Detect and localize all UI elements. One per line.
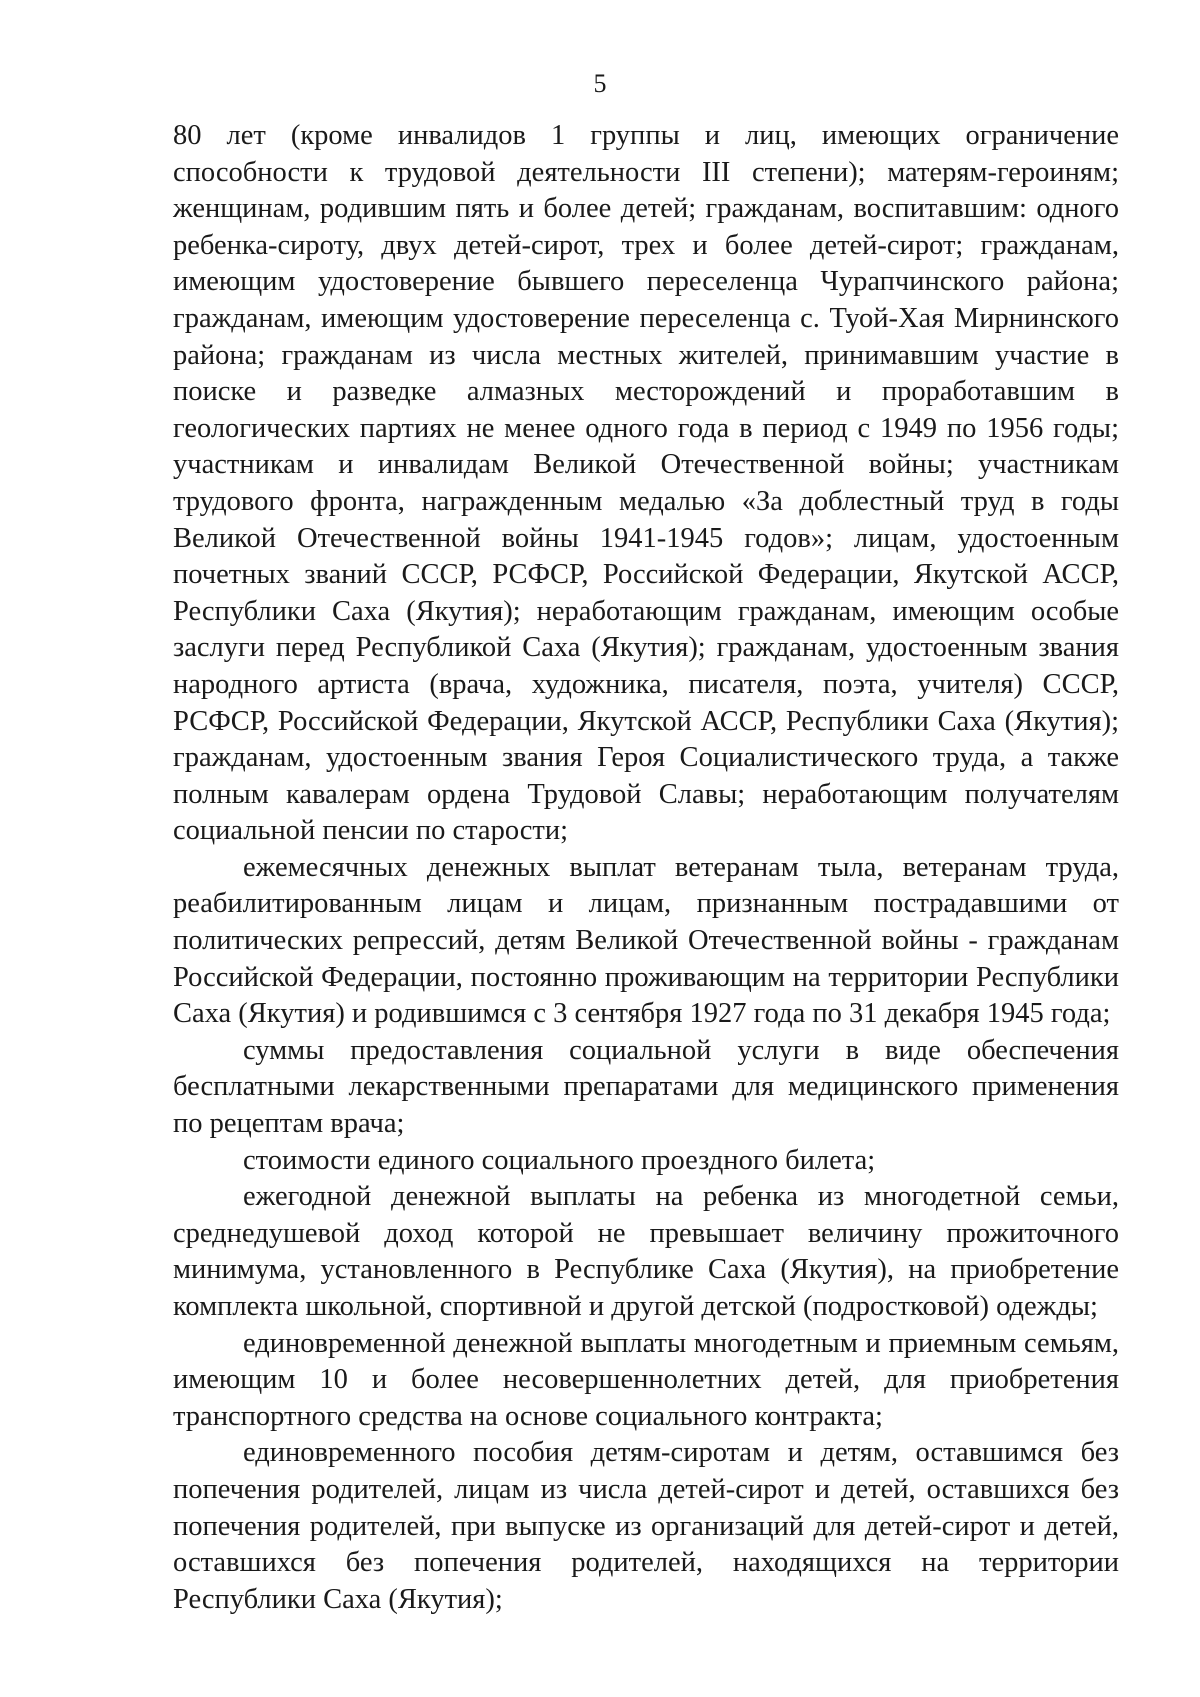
paragraph: единовременного пособия детям-сиротам и детям, оставшимся без попечения родителей, лицам из числа детей-сирот и детей, оставшихся без попечения родителей, при выпуске из организаций для детей-сирот и детей, оставшихся без попечения родителей, находящихся на территории Республики Саха (Якутия);	[173, 1437, 1119, 1615]
paragraph: 80 лет (кроме инвалидов 1 группы и лиц, имеющих ограничение способности к трудовой деятельности III степени); матерям-героиням; женщинам, родившим пять и более детей; гражданам, воспитавшим: одного ребенка-сироту, двух детей-сирот, трех и более детей-сирот; гражданам, имеющим удостоверение бывшего переселенца Чурапчинского района; гражданам, имеющим удостоверение переселенца с. Туой-Хая Мирнинского района; гражданам из числа местных жителей, принимавшим участие в поиске и разведке алмазных месторождений и проработавшим в геологических партиях не менее одного года в период с 1949 по 1956 годы; участникам и инвалидам Великой Отечественной войны; участникам трудового фронта, награжденным медалью «За доблестный труд в годы Великой Отечественной войны 1941-1945 годов»; лицам, удостоенным почетных званий СССР, РСФСР, Российской Федерации, Якутской АССР, Республики Саха (Якутия); неработающим гражданам, имеющим особые заслуги перед Республикой Саха (Якутия); гражданам, удостоенным звания народного артиста (врача, художника, писателя, поэта, учителя) СССР, РСФСР, Российской Федерации, Якутской АССР, Республики Саха (Якутия); гражданам, удостоенным звания Героя Социалистического труда, а также полным кавалерам ордена Трудовой Славы; неработающим получателям социальной пенсии по старости;	[173, 120, 1119, 847]
page-number: 5	[593, 69, 607, 98]
paragraph: ежемесячных денежных выплат ветеранам тыла, ветеранам труда, реабилитированным лицам и лицам, признанным пострадавшими от политических репрессий, детям Великой Отечественной войны - гражданам Российской Федерации, постоянно проживающим на территории Республики Саха (Якутия) и родившимся с 3 сентября 1927 года по 31 декабря 1945 года;	[173, 851, 1119, 1030]
paragraph: суммы предоставления социальной услуги в виде обеспечения бесплатными лекарственными препаратами для медицинского применения по рецептам врача;	[173, 1034, 1119, 1140]
document-body	[173, 118, 1119, 1618]
paragraph: ежегодной денежной выплаты на ребенка из многодетной семьи, среднедушевой доход которой не превышает величину прожиточного минимума, установленного в Республике Саха (Якутия), на приобретение комплекта школьной, спортивной и другой детской (подростковой) одежды;	[173, 1181, 1119, 1322]
paragraph: единовременной денежной выплаты многодетным и приемным семьям, имеющим 10 и более несовершеннолетних детей, для приобретения транспортного средства на основе социального контракта;	[173, 1327, 1119, 1432]
paragraph: стоимости единого социального проездного билета;	[243, 1144, 876, 1176]
